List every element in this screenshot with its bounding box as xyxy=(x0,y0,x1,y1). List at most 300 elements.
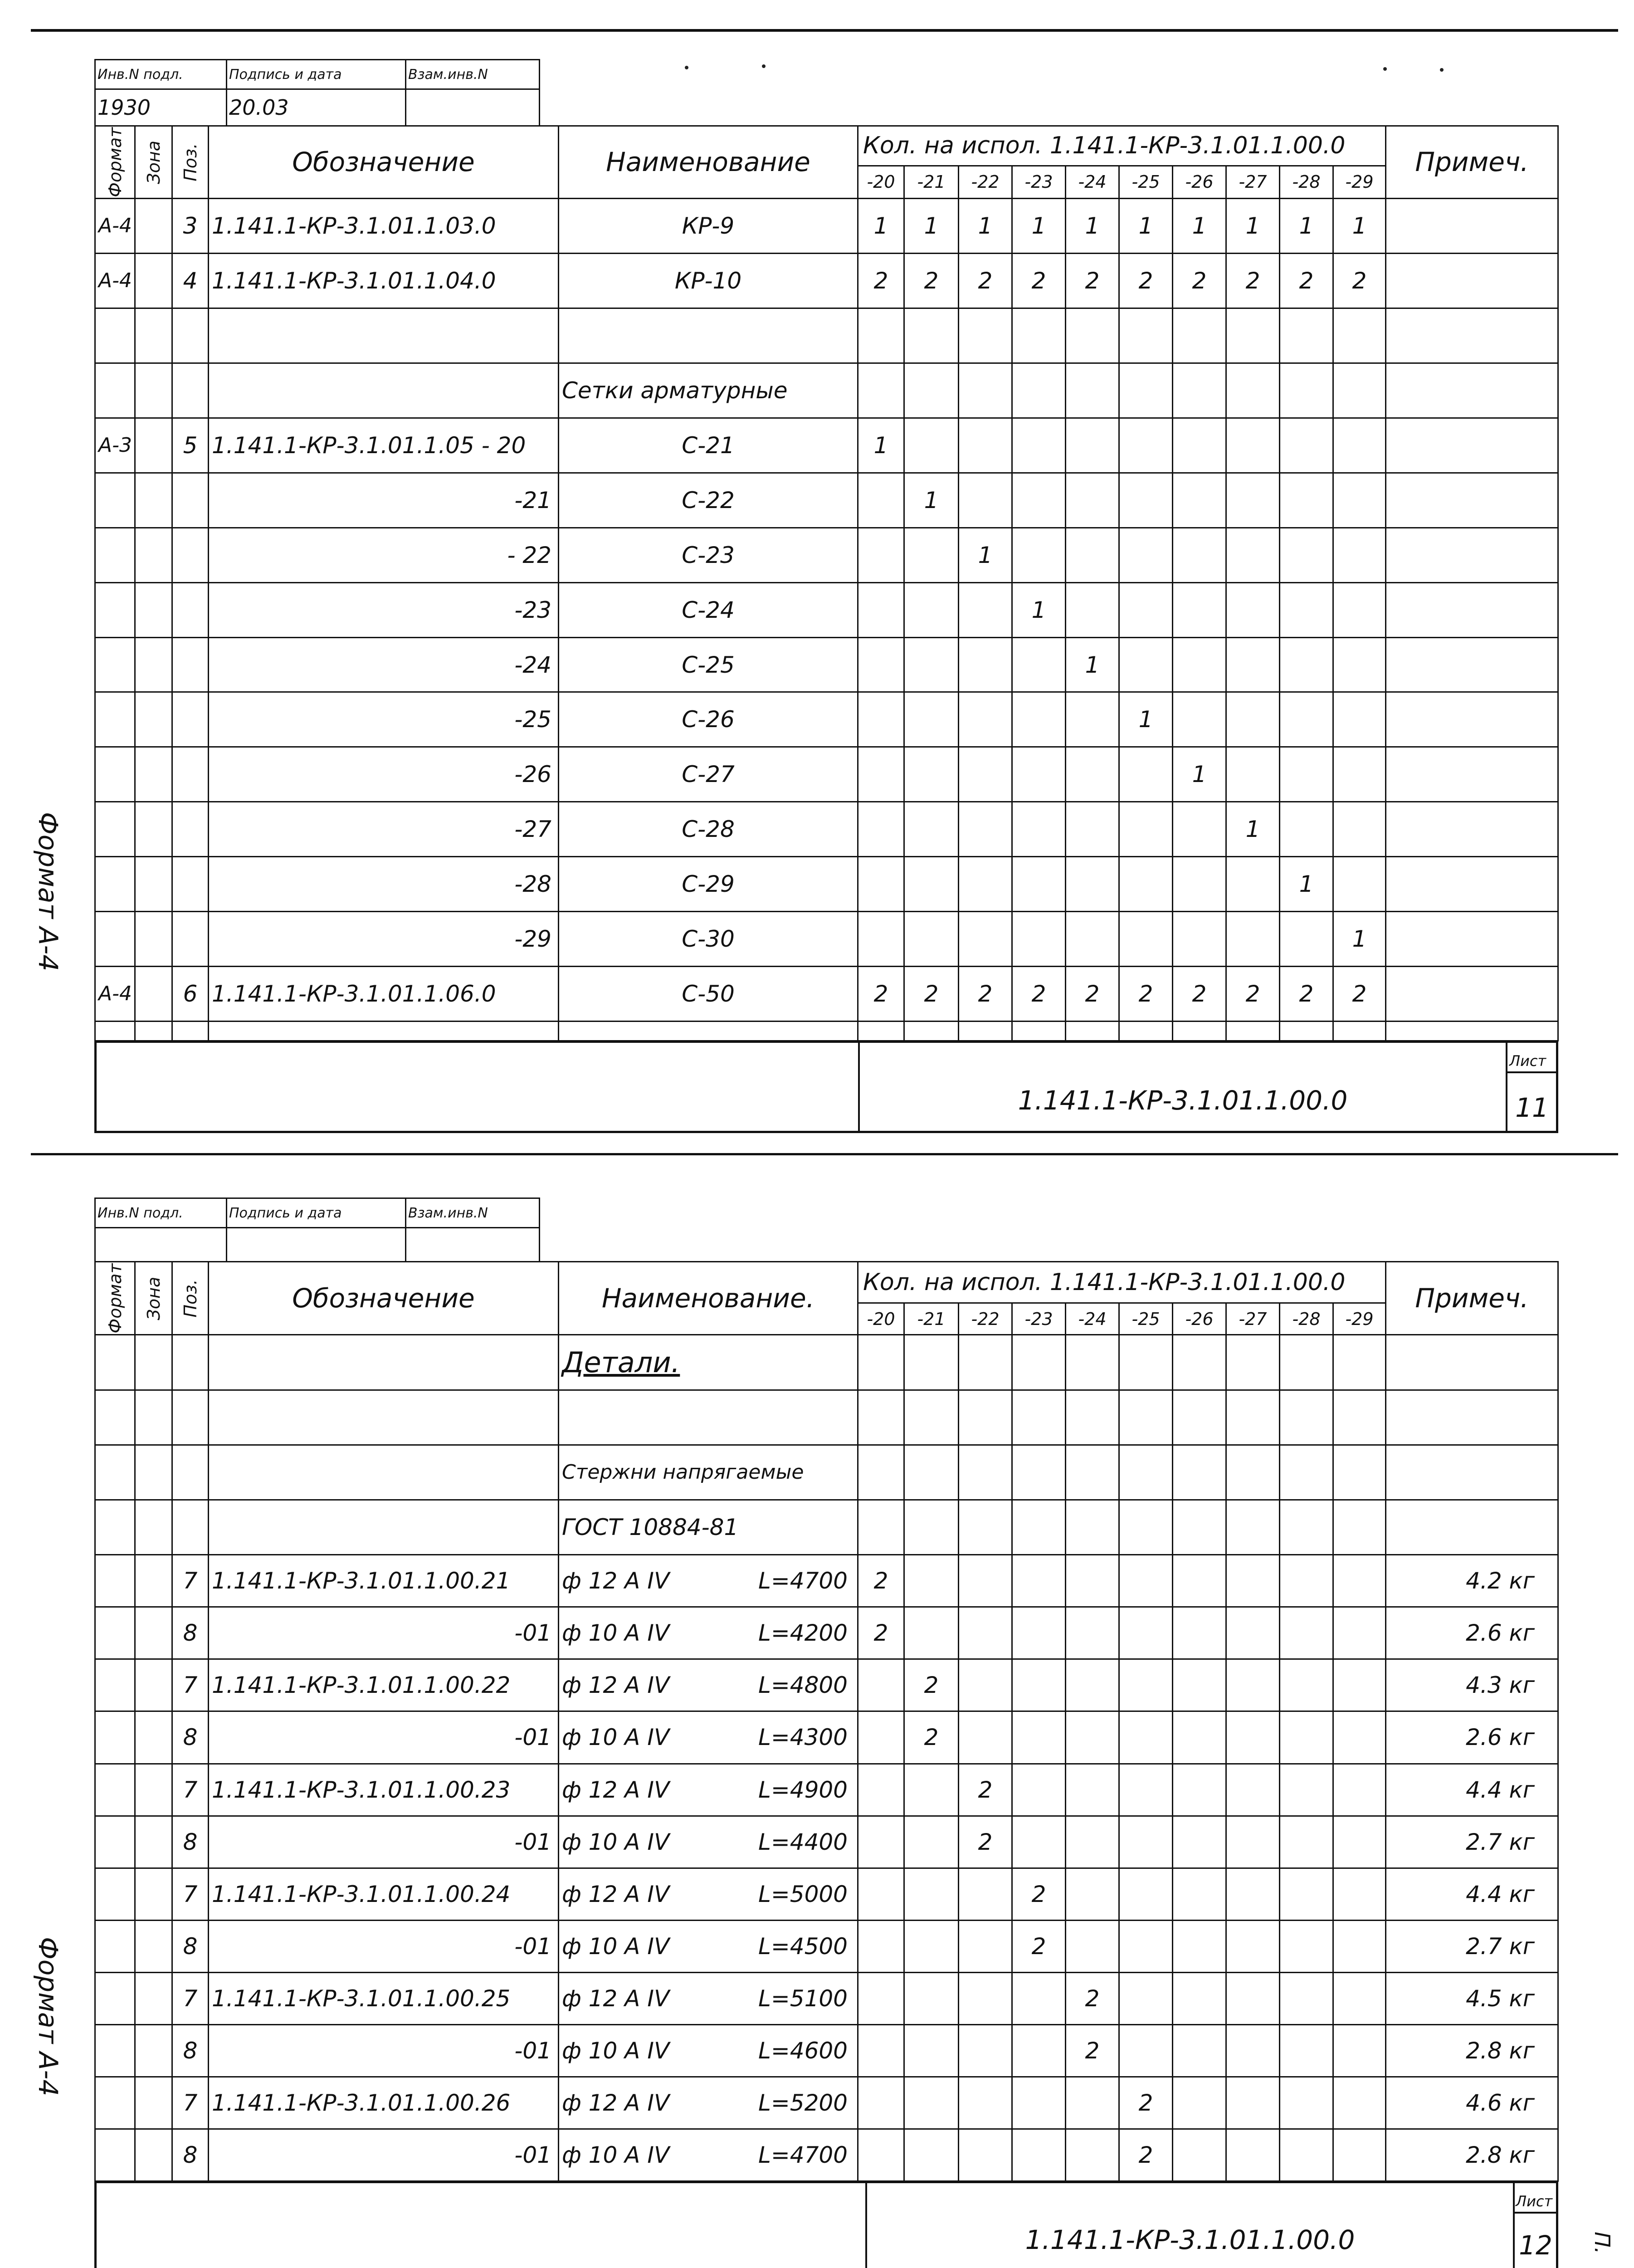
zone-cell xyxy=(135,912,172,967)
bar-diameter-class: ф 12 А IV xyxy=(562,1568,670,1594)
quantity-cell: 1 xyxy=(1280,857,1333,912)
quantity-cell xyxy=(1066,363,1119,418)
quantity-cell xyxy=(959,1972,1012,2024)
quantity-cell xyxy=(1173,912,1226,967)
quantity-cell: 1 xyxy=(904,473,959,528)
quantity-cell xyxy=(1333,1816,1386,1868)
table-row xyxy=(95,528,1558,582)
zone-cell xyxy=(135,1972,172,2024)
quantity-cell: 2 xyxy=(904,967,959,1022)
zone-cell xyxy=(135,637,172,692)
quantity-cell xyxy=(1173,2129,1226,2181)
zone-cell xyxy=(135,1816,172,1868)
stamp-sign-value: 20.03 xyxy=(227,89,406,126)
position-cell xyxy=(172,692,209,747)
zone-cell xyxy=(135,253,172,308)
designation-cell: -01 xyxy=(209,1816,559,1868)
table-row xyxy=(95,2024,1558,2077)
quantity-cell xyxy=(1119,1764,1173,1816)
scan-dot xyxy=(685,66,688,69)
quantity-cell xyxy=(1066,473,1119,528)
empty-cell xyxy=(135,1445,172,1500)
quantity-cell xyxy=(1012,473,1066,528)
bar-length: L=4200 xyxy=(758,1620,848,1647)
execution-column-header: -29 xyxy=(1333,166,1386,198)
format-cell xyxy=(95,2129,135,2181)
empty-cell xyxy=(1333,1445,1386,1500)
name-cell xyxy=(559,2077,858,2129)
zone-cell xyxy=(135,418,172,473)
stamp-sign-label: Подпись и дата xyxy=(227,1198,406,1228)
empty-cell xyxy=(1280,1445,1333,1500)
format-cell xyxy=(95,582,135,637)
bar-length: L=5200 xyxy=(758,2089,848,2116)
empty-cell xyxy=(1012,1445,1066,1500)
quantity-cell xyxy=(1226,418,1280,473)
table-row xyxy=(95,1868,1558,1920)
quantity-cell xyxy=(1333,1607,1386,1659)
quantity-cell xyxy=(1280,1972,1333,2024)
designation-cell: - 22 xyxy=(209,528,559,582)
note-cell xyxy=(1386,528,1558,582)
position-cell: 7 xyxy=(172,1555,209,1607)
bar-diameter-class: ф 10 А IV xyxy=(562,1620,670,1647)
table-row xyxy=(95,912,1558,967)
quantity-cell xyxy=(1173,528,1226,582)
quantity-cell xyxy=(959,308,1012,363)
quantity-cell xyxy=(1280,1659,1333,1711)
format-cell xyxy=(95,1816,135,1868)
position-cell xyxy=(172,473,209,528)
list-label-2: Лист xyxy=(1516,2193,1553,2210)
quantity-cell xyxy=(1066,1764,1119,1816)
name-cell: С-26 xyxy=(559,692,858,747)
empty-cell xyxy=(904,1390,959,1445)
position-cell: 7 xyxy=(172,1868,209,1920)
quantity-cell xyxy=(1226,1868,1280,1920)
note-cell xyxy=(1386,363,1558,418)
format-cell xyxy=(95,637,135,692)
empty-cell xyxy=(1012,1022,1066,1041)
execution-column-header: -23 xyxy=(1012,166,1066,198)
quantity-cell xyxy=(1119,1711,1173,1764)
name-cell: С-23 xyxy=(559,528,858,582)
execution-column-header: -20 xyxy=(858,166,904,198)
empty-cell xyxy=(1226,1022,1280,1041)
empty-cell xyxy=(1066,1390,1119,1445)
specification-table-1 xyxy=(94,125,1559,1041)
empty-cell xyxy=(172,1022,209,1041)
quantity-cell xyxy=(904,363,959,418)
zone-cell xyxy=(135,692,172,747)
quantity-cell: 2 xyxy=(1280,253,1333,308)
table-row xyxy=(95,1816,1558,1868)
quantity-caption: Кол. на испол. 1.141.1-КР-3.1.01.1.00.0 xyxy=(858,1262,1386,1303)
quantity-cell xyxy=(1280,802,1333,857)
bar-length: L=4600 xyxy=(758,2037,848,2064)
format-cell xyxy=(95,528,135,582)
quantity-cell xyxy=(1012,1659,1066,1711)
empty-cell xyxy=(209,1390,559,1445)
quantity-cell xyxy=(1173,1816,1226,1868)
designation-cell: -25 xyxy=(209,692,559,747)
zone-cell xyxy=(135,308,172,363)
quantity-cell: 2 xyxy=(1119,2077,1173,2129)
note-cell xyxy=(1386,692,1558,747)
position-cell: 7 xyxy=(172,2077,209,2129)
bar-length: L=4500 xyxy=(758,1933,848,1960)
quantity-cell xyxy=(1226,912,1280,967)
table-row xyxy=(95,1711,1558,1764)
empty-cell xyxy=(1066,1445,1119,1500)
format-cell xyxy=(95,473,135,528)
designation-cell: -01 xyxy=(209,1711,559,1764)
gost-row-text: ГОСТ 10884-81 xyxy=(559,1500,858,1555)
designation-cell: 1.141.1-КР-3.1.01.1.04.0 xyxy=(209,253,559,308)
position-cell: 7 xyxy=(172,1764,209,1816)
quantity-cell xyxy=(1280,747,1333,802)
format-cell xyxy=(95,1607,135,1659)
quantity-cell xyxy=(904,418,959,473)
name-cell xyxy=(559,2129,858,2181)
name-cell xyxy=(559,1659,858,1711)
quantity-cell xyxy=(1333,2077,1386,2129)
table-row xyxy=(95,1920,1558,1972)
empty-cell xyxy=(172,1335,209,1390)
quantity-cell xyxy=(1012,747,1066,802)
quantity-cell xyxy=(858,1920,904,1972)
designation-cell: -01 xyxy=(209,2129,559,2181)
quantity-cell xyxy=(1333,1711,1386,1764)
quantity-cell xyxy=(1012,1555,1066,1607)
quantity-cell: 1 xyxy=(1066,198,1119,253)
quantity-cell xyxy=(858,582,904,637)
position-cell xyxy=(172,637,209,692)
quantity-cell: 2 xyxy=(1066,1972,1119,2024)
quantity-cell: 1 xyxy=(1012,582,1066,637)
designation-cell: -23 xyxy=(209,582,559,637)
quantity-cell xyxy=(1226,1764,1280,1816)
note-cell: 4.3 кг xyxy=(1386,1659,1558,1711)
zone-cell xyxy=(135,1764,172,1816)
quantity-cell xyxy=(1280,1764,1333,1816)
format-cell xyxy=(95,1764,135,1816)
empty-cell xyxy=(1280,1022,1333,1041)
empty-cell xyxy=(1280,1335,1333,1390)
format-cell xyxy=(95,308,135,363)
quantity-cell xyxy=(1012,1816,1066,1868)
quantity-cell xyxy=(1226,1972,1280,2024)
position-cell: 7 xyxy=(172,1972,209,2024)
name-cell xyxy=(559,1816,858,1868)
quantity-cell xyxy=(1333,308,1386,363)
zone-cell xyxy=(135,2077,172,2129)
quantity-cell xyxy=(1173,363,1226,418)
quantity-cell xyxy=(1012,528,1066,582)
note-cell xyxy=(1386,802,1558,857)
empty-cell xyxy=(959,1500,1012,1555)
zone-cell xyxy=(135,2129,172,2181)
format-cell xyxy=(95,1711,135,1764)
quantity-cell xyxy=(858,2077,904,2129)
quantity-cell xyxy=(1173,1868,1226,1920)
empty-cell xyxy=(209,1022,559,1041)
empty-cell xyxy=(858,1500,904,1555)
designation-cell: 1.141.1-КР-3.1.01.1.00.26 xyxy=(209,2077,559,2129)
quantity-cell: 2 xyxy=(959,253,1012,308)
top-rule xyxy=(31,29,1618,32)
position-cell xyxy=(172,912,209,967)
quantity-cell xyxy=(1226,747,1280,802)
quantity-cell xyxy=(1226,473,1280,528)
name-cell: С-24 xyxy=(559,582,858,637)
quantity-cell xyxy=(858,802,904,857)
approval-stamp-1 xyxy=(94,59,540,127)
position-cell: 7 xyxy=(172,1659,209,1711)
quantity-cell: 2 xyxy=(858,967,904,1022)
quantity-cell xyxy=(959,2129,1012,2181)
quantity-cell xyxy=(904,528,959,582)
quantity-cell xyxy=(1066,1920,1119,1972)
bar-length: L=4300 xyxy=(758,1724,848,1751)
name-header: Наименование. xyxy=(559,1262,858,1335)
execution-column-header: -26 xyxy=(1173,166,1226,198)
empty-cell xyxy=(1386,1445,1558,1500)
notes-header: Примеч. xyxy=(1386,1262,1558,1335)
format-cell: А-4 xyxy=(95,198,135,253)
designation-cell: 1.141.1-КР-3.1.01.1.00.24 xyxy=(209,1868,559,1920)
note-cell: 2.7 кг xyxy=(1386,1920,1558,1972)
quantity-cell xyxy=(1333,2129,1386,2181)
empty-cell xyxy=(172,1500,209,1555)
note-cell xyxy=(1386,418,1558,473)
position-cell xyxy=(172,802,209,857)
designation-cell: -01 xyxy=(209,2024,559,2077)
position-cell: 3 xyxy=(172,198,209,253)
side-format-label-2: Формат А-4 xyxy=(33,1937,63,2097)
stamp-sign-label: Подпись и дата xyxy=(227,60,406,89)
quantity-cell xyxy=(904,2129,959,2181)
designation-cell: 1.141.1-КР-3.1.01.1.00.21 xyxy=(209,1555,559,1607)
quantity-cell xyxy=(1333,637,1386,692)
bar-length: L=4700 xyxy=(758,2141,848,2168)
quantity-cell xyxy=(1173,1607,1226,1659)
name-cell: С-29 xyxy=(559,857,858,912)
quantity-cell xyxy=(1012,2024,1066,2077)
empty-cell xyxy=(1173,1335,1226,1390)
corner-mark: П. xyxy=(1590,2232,1614,2254)
quantity-cell: 1 xyxy=(1119,198,1173,253)
table-row xyxy=(95,1659,1558,1711)
quantity-cell xyxy=(1333,528,1386,582)
empty-cell xyxy=(1333,1335,1386,1390)
approval-stamp-2 xyxy=(94,1198,540,1262)
designation-cell: -24 xyxy=(209,637,559,692)
quantity-cell xyxy=(858,637,904,692)
empty-cell xyxy=(172,1445,209,1500)
designation-cell: -28 xyxy=(209,857,559,912)
empty-cell xyxy=(1386,1390,1558,1445)
quantity-cell xyxy=(858,1868,904,1920)
quantity-cell: 2 xyxy=(904,253,959,308)
empty-cell xyxy=(1066,1335,1119,1390)
position-cell xyxy=(172,308,209,363)
quantity-cell: 1 xyxy=(858,418,904,473)
quantity-cell xyxy=(1333,802,1386,857)
empty-cell xyxy=(1333,1500,1386,1555)
note-cell: 2.8 кг xyxy=(1386,2024,1558,2077)
execution-column-header: -29 xyxy=(1333,1303,1386,1334)
quantity-cell xyxy=(1012,2077,1066,2129)
execution-column-header: -26 xyxy=(1173,1303,1226,1334)
quantity-cell xyxy=(904,1816,959,1868)
empty-row xyxy=(95,1390,1558,1445)
zone-cell xyxy=(135,857,172,912)
quantity-cell xyxy=(1173,1711,1226,1764)
empty-cell xyxy=(1119,1390,1173,1445)
bar-diameter-class: ф 12 А IV xyxy=(562,2089,670,2116)
zone-cell xyxy=(135,747,172,802)
scan-dot xyxy=(1440,68,1444,72)
bar-diameter-class: ф 10 А IV xyxy=(562,1933,670,1960)
zone-cell xyxy=(135,528,172,582)
quantity-cell xyxy=(1280,912,1333,967)
stamp-inv-value xyxy=(95,1228,227,1262)
quantity-cell xyxy=(1333,363,1386,418)
quantity-cell xyxy=(1012,692,1066,747)
table-row xyxy=(95,582,1558,637)
format-cell xyxy=(95,857,135,912)
quantity-cell xyxy=(904,582,959,637)
table-row xyxy=(95,967,1558,1022)
format-cell: А-4 xyxy=(95,967,135,1022)
quantity-cell xyxy=(1333,1868,1386,1920)
zone-cell xyxy=(135,1555,172,1607)
quantity-cell xyxy=(1333,747,1386,802)
position-cell xyxy=(172,582,209,637)
quantity-cell: 2 xyxy=(1333,253,1386,308)
note-cell xyxy=(1386,308,1558,363)
quantity-cell xyxy=(1012,857,1066,912)
quantity-cell xyxy=(1280,1555,1333,1607)
zone-cell xyxy=(135,582,172,637)
quantity-cell: 2 xyxy=(1173,253,1226,308)
quantity-cell xyxy=(1226,528,1280,582)
quantity-cell xyxy=(1119,857,1173,912)
quantity-cell xyxy=(1173,1920,1226,1972)
quantity-cell: 2 xyxy=(1066,253,1119,308)
quantity-cell xyxy=(1012,418,1066,473)
designation-cell: 1.141.1-КР-3.1.01.1.06.0 xyxy=(209,967,559,1022)
note-cell: 4.2 кг xyxy=(1386,1555,1558,1607)
subsection-title-row-text: Стержни напрягаемые xyxy=(559,1445,858,1500)
quantity-cell xyxy=(1119,418,1173,473)
designation-cell: -01 xyxy=(209,1607,559,1659)
quantity-cell: 2 xyxy=(959,1764,1012,1816)
quantity-cell xyxy=(1280,528,1333,582)
note-cell: 2.7 кг xyxy=(1386,1816,1558,1868)
name-cell: Сетки арматурные xyxy=(559,363,858,418)
quantity-cell xyxy=(858,473,904,528)
note-cell: 2.6 кг xyxy=(1386,1711,1558,1764)
quantity-cell: 2 xyxy=(959,967,1012,1022)
table-row xyxy=(95,363,1558,418)
quantity-cell xyxy=(959,637,1012,692)
execution-column-header: -28 xyxy=(1280,166,1333,198)
section-title-row xyxy=(95,1335,1558,1390)
quantity-cell xyxy=(858,528,904,582)
header-row xyxy=(95,126,1558,166)
quantity-cell xyxy=(1066,1868,1119,1920)
format-cell xyxy=(95,363,135,418)
quantity-cell: 2 xyxy=(1119,2129,1173,2181)
quantity-cell xyxy=(1173,2077,1226,2129)
quantity-cell xyxy=(1333,1555,1386,1607)
table-row xyxy=(95,308,1558,363)
quantity-cell: 2 xyxy=(858,1607,904,1659)
quantity-cell xyxy=(1333,1764,1386,1816)
name-cell: С-50 xyxy=(559,967,858,1022)
quantity-cell xyxy=(1012,2129,1066,2181)
empty-cell xyxy=(1386,1335,1558,1390)
designation-header: Обозначение xyxy=(209,126,559,199)
quantity-cell xyxy=(1333,473,1386,528)
position-cell xyxy=(172,528,209,582)
quantity-cell xyxy=(1012,1764,1066,1816)
quantity-cell xyxy=(1066,418,1119,473)
empty-cell xyxy=(1066,1500,1119,1555)
name-cell: КР-10 xyxy=(559,253,858,308)
empty-cell xyxy=(209,1500,559,1555)
quantity-cell xyxy=(1226,637,1280,692)
note-cell: 2.8 кг xyxy=(1386,2129,1558,2181)
table-row xyxy=(95,857,1558,912)
table-row xyxy=(95,2077,1558,2129)
quantity-cell xyxy=(1333,2024,1386,2077)
quantity-cell xyxy=(959,1920,1012,1972)
empty-cell xyxy=(858,1022,904,1041)
table-row xyxy=(95,198,1558,253)
empty-cell xyxy=(1226,1390,1280,1445)
quantity-cell: 1 xyxy=(1226,198,1280,253)
table-row xyxy=(95,418,1558,473)
quantity-cell xyxy=(1066,528,1119,582)
execution-column-header: -22 xyxy=(959,166,1012,198)
quantity-cell: 2 xyxy=(1012,967,1066,1022)
empty-cell xyxy=(858,1390,904,1445)
quantity-cell xyxy=(1280,2024,1333,2077)
list-number-2: 12 xyxy=(1519,2230,1552,2261)
side-format-label-1: Формат А-4 xyxy=(33,812,63,972)
document-number-1: 1.141.1-КР-3.1.01.1.00.0 xyxy=(1018,1085,1348,1116)
zone-cell xyxy=(135,2024,172,2077)
quantity-cell xyxy=(1333,857,1386,912)
quantity-cell xyxy=(1173,1555,1226,1607)
header-row xyxy=(95,1262,1558,1303)
name-cell xyxy=(559,1607,858,1659)
quantity-cell xyxy=(1066,1555,1119,1607)
quantity-cell xyxy=(1012,1711,1066,1764)
execution-column-header: -27 xyxy=(1226,1303,1280,1334)
empty-cell xyxy=(1119,1022,1173,1041)
empty-cell xyxy=(559,1390,858,1445)
scan-dot xyxy=(762,64,766,68)
empty-cell xyxy=(1173,1445,1226,1500)
note-cell xyxy=(1386,582,1558,637)
zone-header: Зона xyxy=(135,126,172,199)
designation-cell: -27 xyxy=(209,802,559,857)
quantity-cell xyxy=(904,1868,959,1920)
